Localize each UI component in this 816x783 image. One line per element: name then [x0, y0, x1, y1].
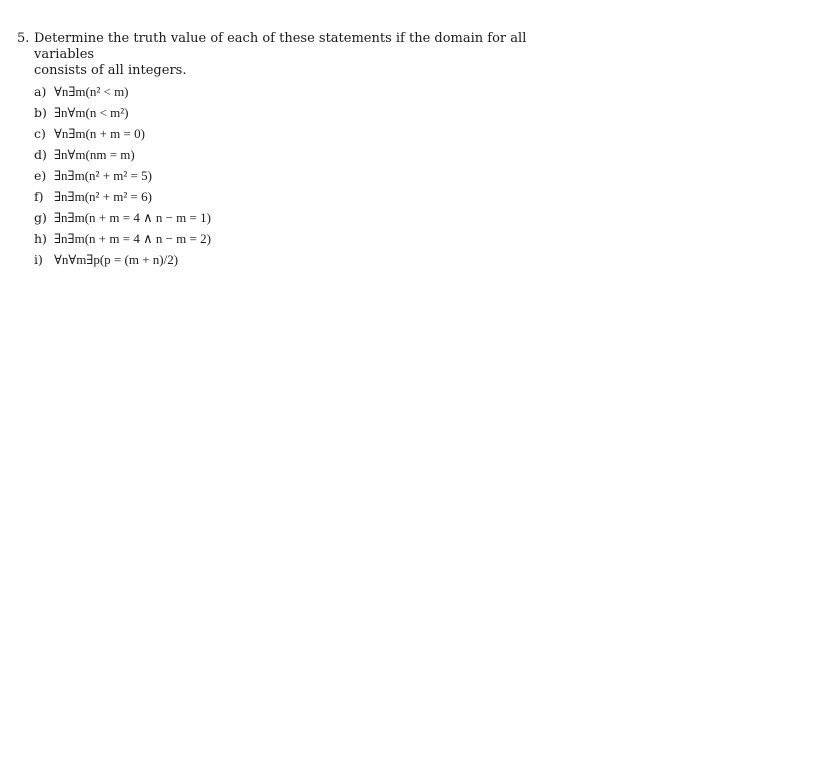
item-label: i): [34, 252, 43, 267]
statement-item-h: [34, 228, 577, 249]
statement-list: [34, 81, 577, 270]
statement-item-i: [34, 249, 577, 270]
cropped-previous-line: [30, 0, 410, 4]
item-expression: ∃n∀m(n < m²): [54, 104, 129, 120]
item-label: h): [34, 231, 47, 246]
problem-stem: [17, 31, 577, 79]
item-label: c): [34, 126, 46, 141]
statement-item-g: [34, 207, 577, 228]
item-label: a): [34, 84, 47, 99]
statement-item-c: [34, 123, 577, 144]
problem-number: 5.: [17, 31, 30, 46]
stem-line-1: Determine the truth value of each of these statements if the domain for all variables: [34, 31, 527, 62]
item-expression: ∃n∃m(n² + m² = 6): [54, 188, 152, 204]
item-expression: ∃n∃m(n + m = 4 ∧ n − m = 2): [54, 230, 211, 246]
item-label: b): [34, 105, 47, 120]
problem-stem-text: [34, 31, 577, 79]
item-expression: ∀n∃m(n² < m): [54, 83, 129, 99]
statement-item-d: [34, 144, 577, 165]
item-expression: ∃n∀m(nm = m): [54, 146, 135, 162]
item-label: f): [34, 189, 44, 204]
stem-line-2: consists of all integers.: [34, 63, 187, 78]
item-expression: ∀n∀m∃p(p = (m + n)/2): [54, 251, 179, 267]
statement-item-e: [34, 165, 577, 186]
item-label: d): [34, 147, 47, 162]
item-expression: ∃n∃m(n² + m² = 5): [54, 167, 152, 183]
item-expression: ∃n∃m(n + m = 4 ∧ n − m = 1): [54, 209, 211, 225]
item-expression: ∀n∃m(n + m = 0): [54, 125, 145, 141]
problem-5: [17, 31, 577, 270]
statement-item-a: [34, 81, 577, 102]
item-label: g): [34, 210, 47, 225]
statement-item-f: [34, 186, 577, 207]
statement-item-b: [34, 102, 577, 123]
item-label: e): [34, 168, 47, 183]
